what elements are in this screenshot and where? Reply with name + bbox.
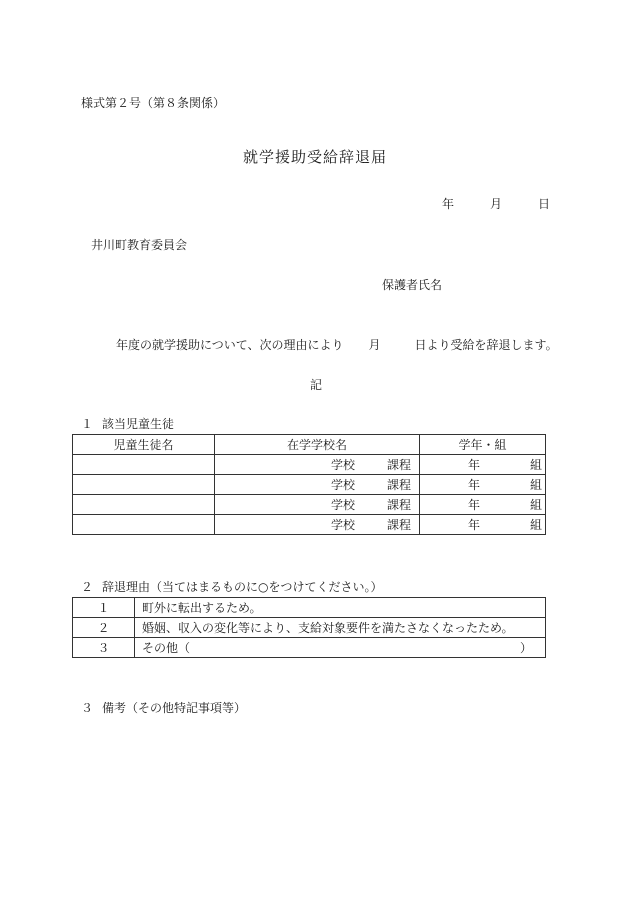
reason-text: 婚姻、収入の変化等により、支給対象要件を満たさなくなったため。: [135, 618, 546, 638]
school-cell[interactable]: [215, 515, 420, 535]
reason-number[interactable]: ３: [73, 638, 135, 658]
table-row: [73, 475, 546, 495]
section1-heading: [81, 418, 174, 430]
grade-suffix: 年: [468, 498, 481, 512]
school-suffix: 学校: [331, 478, 356, 492]
header-student-name: 児童生徒名: [73, 435, 215, 455]
course-suffix: 課程: [387, 498, 412, 512]
class-suffix: 組: [530, 518, 543, 532]
students-table: [72, 434, 546, 535]
document-title: 就学援助受給辞退届: [242, 148, 387, 166]
reason-row[interactable]: [73, 618, 546, 638]
reason-number[interactable]: ２: [73, 618, 135, 638]
table-header-row: [73, 435, 546, 455]
statement-part1: 年度の就学援助について、次の理由により: [116, 338, 344, 352]
school-cell[interactable]: [215, 475, 420, 495]
close-paren: ）: [519, 641, 532, 655]
section2-heading: [81, 581, 382, 593]
school-suffix: 学校: [331, 518, 356, 532]
header-grade-class: 学年・組: [420, 435, 546, 455]
course-suffix: 課程: [387, 478, 412, 492]
student-name-cell[interactable]: [73, 455, 215, 475]
reason-text: その他（: [142, 640, 191, 655]
statement-month: 月: [368, 338, 381, 352]
table-row: [73, 515, 546, 535]
class-suffix: 組: [530, 478, 543, 492]
date-day-label: 日: [537, 197, 550, 211]
header-school-name: 在学学校名: [215, 435, 420, 455]
section1-number: １: [81, 417, 94, 431]
date-month-label: 月: [489, 197, 502, 211]
reasons-table: [72, 597, 546, 658]
date-line: [442, 198, 550, 210]
section3-number: ３: [81, 701, 94, 715]
school-suffix: 学校: [331, 498, 356, 512]
grade-class-cell[interactable]: [420, 515, 546, 535]
table-row: [73, 455, 546, 475]
class-suffix: 組: [530, 458, 543, 472]
student-name-cell[interactable]: [73, 495, 215, 515]
grade-suffix: 年: [468, 458, 481, 472]
section1-title: 該当児童生徒: [102, 417, 175, 431]
reason-row[interactable]: [73, 598, 546, 618]
section3-heading: [81, 702, 246, 714]
statement: [116, 339, 558, 351]
section2-number: ２: [81, 580, 94, 594]
school-suffix: 学校: [331, 458, 356, 472]
school-cell[interactable]: [215, 455, 420, 475]
section2-title: 辞退理由（当てはまるものに○をつけてください。）: [102, 580, 383, 594]
date-year-label: 年: [441, 197, 454, 211]
section3-title: 備考（その他特記事項等）: [102, 701, 247, 715]
reason-text: 町外に転出するため。: [135, 598, 546, 618]
recipient: 井川町教育委員会: [91, 238, 188, 252]
course-suffix: 課程: [387, 458, 412, 472]
grade-class-cell[interactable]: [420, 475, 546, 495]
grade-class-cell[interactable]: [420, 455, 546, 475]
grade-class-cell[interactable]: [420, 495, 546, 515]
reason-other-cell[interactable]: [135, 638, 546, 658]
reason-number[interactable]: １: [73, 598, 135, 618]
statement-part3: 日より受給を辞退します。: [414, 338, 558, 352]
course-suffix: 課程: [387, 518, 412, 532]
ki-mark: 記: [310, 378, 323, 392]
table-row: [73, 495, 546, 515]
grade-suffix: 年: [468, 478, 481, 492]
grade-suffix: 年: [468, 518, 481, 532]
reason-row[interactable]: [73, 638, 546, 658]
guardian-name-label: 保護者氏名: [382, 278, 443, 292]
student-name-cell[interactable]: [73, 515, 215, 535]
class-suffix: 組: [530, 498, 543, 512]
school-cell[interactable]: [215, 495, 420, 515]
form-number: 様式第２号（第８条関係）: [81, 96, 226, 110]
student-name-cell[interactable]: [73, 475, 215, 495]
